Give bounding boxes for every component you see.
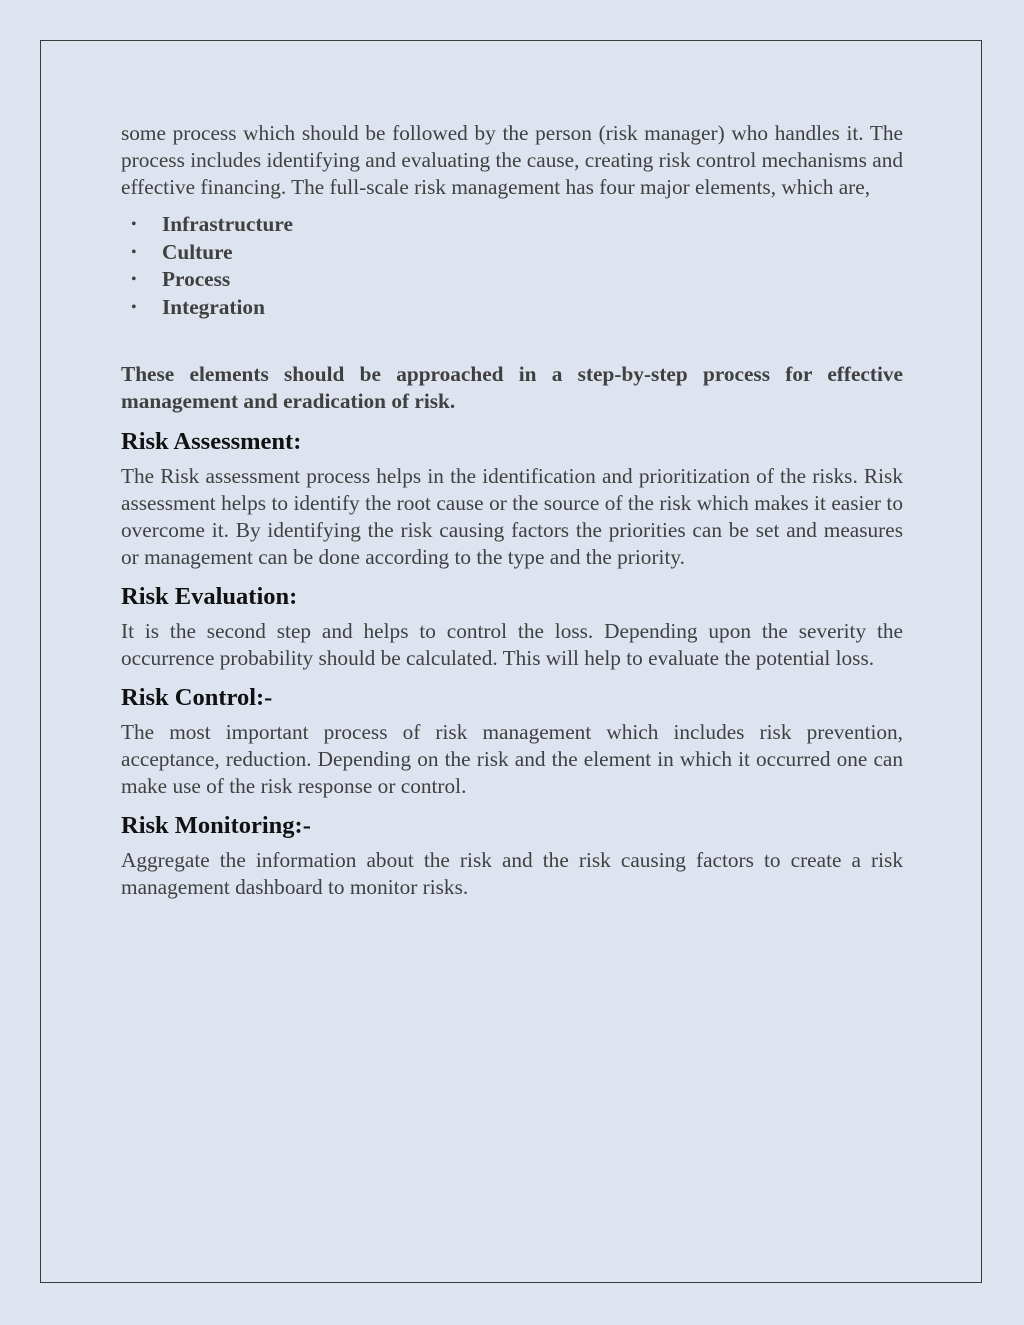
section-risk-assessment [121,426,903,571]
section-risk-monitoring [121,810,903,901]
emphasis-paragraph: These elements should be approached in a step-by-step process for effective management and eradication of risk. [121,362,903,413]
section-heading: Risk Evaluation: [121,583,298,610]
intro-paragraph: some process which should be followed by the person (risk manager) who handles it. The process includes identifying and evaluating the cause, creating risk control mechanisms and effective financing. The full-scale risk management has four major elements, which are, [121,121,903,199]
bullet-icon: • [131,298,137,316]
bullet-icon: • [131,216,137,233]
bullet-icon: • [131,271,137,288]
list-item-label: Integration [162,294,265,319]
elements-list [121,211,903,321]
section-heading: Risk Assessment: [121,428,302,455]
list-item [121,239,903,267]
section-risk-evaluation [121,581,903,672]
list-item-label: Process [162,267,231,291]
document-content [121,120,903,911]
list-item [121,294,903,322]
section-heading: Risk Control:- [121,684,273,711]
list-item [121,266,903,294]
list-item-label: Culture [162,239,233,264]
section-heading: Risk Monitoring:- [121,812,311,839]
bullet-icon: • [131,243,137,261]
section-body: It is the second step and helps to control the loss. Depending upon the severity the occurrence probability should be calculated. This will help to evaluate the potential loss. [121,619,903,670]
section-risk-control [121,682,903,800]
list-item-label: Infrastructure [162,212,293,236]
section-body: The most important process of risk management which includes risk prevention, acceptance, reduction. Depending on the risk and the element in which it occurred one can make use of the risk response or control. [121,720,903,798]
section-body: Aggregate the information about the risk and the risk causing factors to create a risk management dashboard to monitor risks. [121,848,903,899]
section-body: The Risk assessment process helps in the identification and prioritization of the risks. Risk assessment helps to identify the root cause or the source of the risk which makes it easier to overcome it. By identifying the risk causing factors the priorities can be set and measures or management can be done according to the type and the priority. [121,464,903,569]
list-item [121,211,903,239]
